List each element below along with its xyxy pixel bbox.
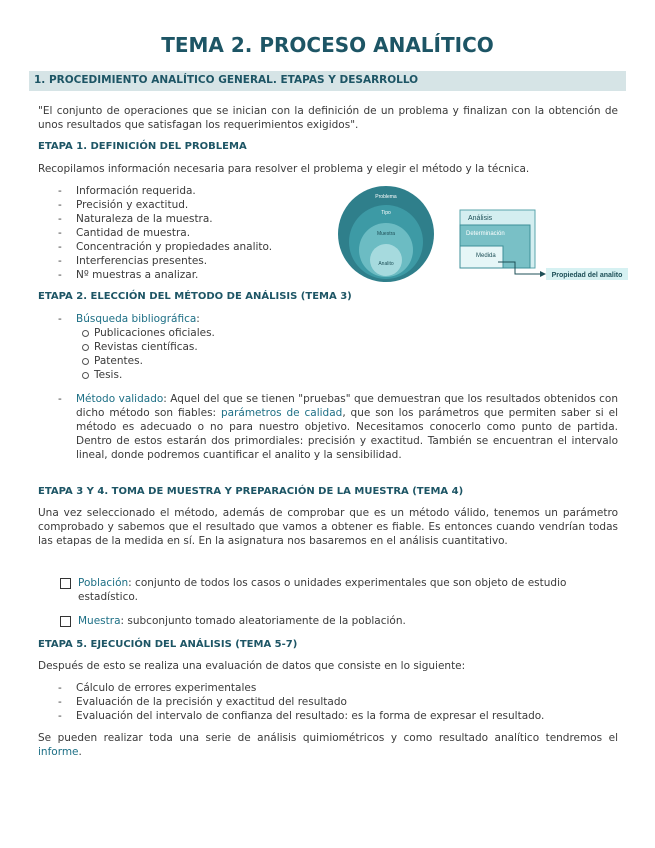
etapa2-heading: ETAPA 2. ELECCIÓN DEL MÉTODO DE ANÁLISIS (TEMA 3)	[38, 291, 352, 302]
diagram-label-analito: Analito	[378, 261, 394, 267]
diagram-label-muestra: Muestra	[376, 231, 396, 237]
etapa5-text: Después de esto se realiza una evaluación de datos que consiste en lo siguiente:	[38, 660, 466, 672]
poblacion-item	[58, 576, 618, 604]
list-item: - Concentración y propiedades analito.	[58, 240, 272, 254]
etapa1-heading: ETAPA 1. DEFINICIÓN DEL PROBLEMA	[38, 141, 247, 152]
busqueda-item: - Búsqueda bibliográfica:	[58, 312, 215, 326]
page-title: TEMA 2. PROCESO ANALÍTICO	[161, 33, 494, 57]
busqueda-label: Búsqueda bibliográfica	[76, 313, 197, 325]
section-1-heading: 1. PROCEDIMIENTO ANALÍTICO GENERAL. ETAPAS Y DESARROLLO	[34, 74, 419, 86]
sub-list-item: Patentes.	[58, 354, 215, 368]
sub-list-item: Revistas científicas.	[58, 340, 215, 354]
diagram-result-label: Propiedad del analito	[551, 272, 623, 279]
poblacion-text: : conjunto de todos los casos o unidades experimentales que son objeto de estudio estadístico.	[78, 577, 567, 603]
poblacion-label: Población	[78, 577, 129, 589]
etapa5-list	[58, 681, 544, 723]
section-header-bar	[29, 71, 626, 91]
checkbox-icon	[60, 616, 71, 627]
intro-quote: "El conjunto de operaciones que se inician con la definición de un problema y finalizan con la obtención de unos resultados que satisfagan los requerimientos exigidos".	[38, 105, 618, 131]
list-item: - Cálculo de errores experimentales	[58, 681, 544, 695]
final-paragraph	[38, 731, 618, 759]
list-item: - Interferencias presentes.	[58, 254, 272, 268]
muestra-item	[58, 614, 618, 628]
metodo-validado-item: - Método validado: Aquel del que se tienen "pruebas" que demuestran que los resultados obtenidos con dicho método son fiables: parámetros de calidad, que son los parámetros que permiten saber si el método es adecuado o no para nuestro objetivo. Necesitamos conocerlo como punto de partida. Dentro de estos estarán dos primordiales: precisión y exactitud. También se encuentran el intervalo lineal, donde podremos cuantificar el analito y la sensibilidad.	[58, 393, 618, 461]
diagram-circle-analito	[370, 244, 402, 276]
metodo-label: Método validado	[76, 393, 164, 405]
etapa5-heading: ETAPA 5. EJECUCIÓN DEL ANÁLISIS (TEMA 5-7)	[38, 639, 298, 650]
informe-highlight: informe	[38, 746, 79, 758]
list-item: - Evaluación de la precisión y exactitud del resultado	[58, 695, 544, 709]
metodo-text-2: , que son los parámetros que permiten saber si el método es adecuado o no para nuestro objetivo. Necesitamos conocerlo como punto de partida. Dentro de estos estarán dos primordiales: precisión y exactitud. También se encuentran el intervalo lineal, donde podremos cuantificar el analito y la sensibilidad.	[76, 407, 618, 461]
analytical-process-diagram	[335, 184, 630, 284]
sub-list-item: Tesis.	[58, 368, 215, 382]
diagram-arrowhead	[540, 271, 546, 277]
etapa34-text: Una vez seleccionado el método, además de comprobar que es un método válido, tenemos un parámetro comprobado y sabemos que el resultado que vamos a obtener es fiable. Es entonces cuando vendrían todas las etapas de la medida en sí. En la asignatura nos basaremos en el análisis cuantitativo.	[38, 507, 618, 547]
etapa2-list	[58, 312, 215, 382]
list-item: - Cantidad de muestra.	[58, 226, 272, 240]
etapa1-text: Recopilamos información necesaria para resolver el problema y elegir el método y la técnica.	[38, 163, 530, 175]
muestra-label: Muestra	[78, 615, 121, 627]
diagram-label-analisis: Análisis	[468, 215, 493, 222]
checkbox-icon	[60, 578, 71, 589]
diagram-label-tipo: Tipo	[381, 210, 391, 216]
muestra-text: : subconjunto tomado aleatoriamente de la población.	[120, 615, 406, 627]
etapa1-list	[58, 184, 272, 282]
list-item: - Precisión y exactitud.	[58, 198, 272, 212]
final-text: Se pueden realizar toda una serie de análisis quimiométricos y como resultado analítico tendremos el	[38, 732, 618, 744]
list-item: - Naturaleza de la muestra.	[58, 212, 272, 226]
list-item: - Información requerida.	[58, 184, 272, 198]
list-item: - Nº muestras a analizar.	[58, 268, 272, 282]
metodo-text-1: : Aquel del que se tienen "pruebas" que demuestran que los resultados obtenidos con dicho método son fiables:	[76, 393, 618, 419]
diagram-label-medida: Medida	[476, 253, 496, 259]
final-end: .	[78, 746, 82, 758]
sub-list-item: Publicaciones oficiales.	[58, 326, 215, 340]
etapa34-heading: ETAPA 3 Y 4. TOMA DE MUESTRA Y PREPARACIÓN DE LA MUESTRA (TEMA 4)	[38, 486, 464, 497]
metodo-highlight: parámetros de calidad	[220, 407, 343, 419]
list-item: - Evaluación del intervalo de confianza del resultado: es la forma de expresar el resultado.	[58, 709, 544, 723]
diagram-label-problema: Problema	[375, 194, 397, 200]
diagram-label-determinacion: Determinación	[466, 231, 505, 237]
